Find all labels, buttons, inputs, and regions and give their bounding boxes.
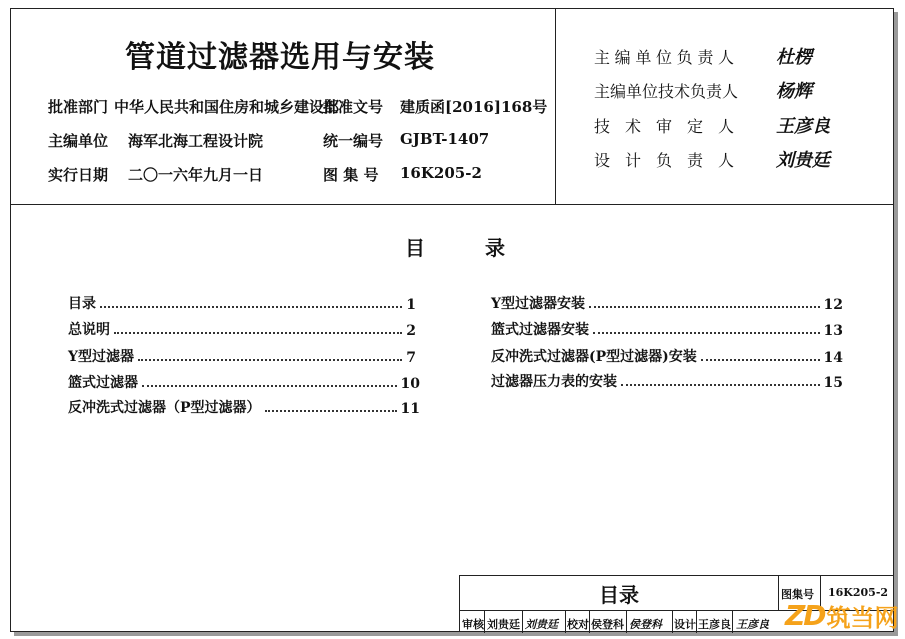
- title-block-divider: [672, 610, 673, 633]
- effective-date-value: 二〇一六年九月一日: [128, 166, 264, 184]
- review-label: 审核: [462, 618, 484, 631]
- title-block-divider: [778, 576, 779, 610]
- toc-entry[interactable]: [491, 293, 843, 313]
- toc-heading: [405, 232, 505, 261]
- design-head-signature: 刘贵廷: [776, 150, 830, 171]
- check-signature: 侯登科: [629, 618, 662, 631]
- toc-entry-text: 目录: [68, 296, 96, 312]
- check-label: 校对: [567, 618, 589, 631]
- watermark-text: 筑当网: [826, 604, 899, 632]
- chief-tech-head-signature: 杨辉: [776, 81, 812, 102]
- atlas-number-cell-value: 16K205-2: [828, 586, 889, 599]
- toc-leader: [701, 359, 820, 361]
- toc-entry-page: 1: [406, 297, 416, 313]
- title-block-divider: [522, 610, 523, 633]
- chief-unit-head-signature: 杜楞: [776, 47, 812, 68]
- toc-entry[interactable]: [68, 346, 416, 366]
- toc-entry-text: Y型过滤器安装: [491, 296, 585, 312]
- approval-dept-label: 批准部门: [48, 98, 109, 116]
- chief-tech-head-label: 主编单位技术负责人: [594, 82, 739, 101]
- approval-dept-value: 中华人民共和国住房和城乡建设部: [114, 98, 340, 116]
- toc-entry[interactable]: [491, 371, 843, 391]
- toc-entry-text: 反冲洗式过滤器(P型过滤器)安装: [491, 349, 697, 365]
- title-block-divider: [565, 610, 566, 633]
- toc-entry-page: 12: [823, 297, 843, 313]
- toc-entry-page: 7: [406, 350, 416, 366]
- unified-number-value: GJBT-1407: [400, 130, 490, 148]
- approval-doc-label: 批准文号: [323, 98, 384, 116]
- editor-unit-label: 主编单位: [48, 132, 109, 150]
- site-watermark: [785, 598, 899, 633]
- toc-entry-text: 反冲洗式过滤器（P型过滤器）: [68, 400, 261, 416]
- toc-entry-text: 篮式过滤器安装: [491, 322, 589, 338]
- atlas-number-cell-label: 图集号: [781, 588, 814, 601]
- design-head-label: 设计负责人: [594, 151, 734, 170]
- atlas-number-value: 16K205-2: [400, 164, 482, 182]
- review-name: 刘贵廷: [487, 618, 520, 631]
- toc-entry-text: 过滤器压力表的安装: [491, 374, 617, 390]
- title-block-divider: [626, 610, 627, 633]
- title-block-divider: [732, 610, 733, 633]
- editor-unit-value: 海军北海工程设计院: [128, 132, 264, 150]
- toc-entry-page: 14: [823, 350, 843, 366]
- atlas-number-label: 图 集 号: [323, 166, 379, 184]
- design-name: 王彦良: [698, 618, 731, 631]
- toc-entry[interactable]: [491, 346, 843, 366]
- header-divider: [555, 8, 556, 205]
- effective-date-label: 实行日期: [48, 166, 109, 184]
- unified-number-label: 统一编号: [323, 132, 384, 150]
- toc-entry-page: 10: [400, 376, 420, 392]
- approval-doc-value: 建质函[2016]168号: [400, 98, 548, 116]
- toc-leader: [100, 306, 402, 308]
- toc-entry-page: 13: [823, 323, 843, 339]
- toc-leader: [589, 306, 820, 308]
- toc-heading-left: 目: [405, 236, 425, 260]
- toc-entry-page: 2: [406, 323, 416, 339]
- toc-entry-text: 篮式过滤器: [68, 375, 138, 391]
- toc-entry-text: 总说明: [68, 322, 110, 338]
- toc-heading-right: 录: [485, 236, 505, 260]
- toc-leader: [265, 410, 397, 412]
- toc-entry[interactable]: [68, 397, 420, 417]
- title-block-title: 目录: [599, 582, 639, 607]
- toc-entry[interactable]: [68, 319, 416, 339]
- toc-entry[interactable]: [68, 372, 420, 392]
- design-label: 设计: [674, 618, 696, 631]
- check-name: 侯登科: [591, 618, 624, 631]
- toc-leader: [142, 385, 397, 387]
- title-block-divider: [696, 610, 697, 633]
- chief-unit-head-label: 主编单位负责人: [594, 48, 734, 67]
- toc-leader: [621, 384, 820, 386]
- technical-reviewer-label: 技术审定人: [594, 117, 734, 136]
- header-bottom-rule: [10, 204, 894, 205]
- toc-entry-text: Y型过滤器: [68, 349, 134, 365]
- title-block-divider: [589, 610, 590, 633]
- title-block-divider: [484, 610, 485, 633]
- toc-leader: [593, 332, 820, 334]
- toc-entry[interactable]: [68, 293, 416, 313]
- toc-entry-page: 15: [823, 375, 843, 391]
- toc-entry-page: 11: [400, 401, 420, 417]
- toc-entry[interactable]: [491, 319, 843, 339]
- design-signature: 王彦良: [736, 618, 769, 631]
- watermark-logo: ZD: [785, 599, 825, 632]
- page-shadow-bottom: [14, 632, 898, 636]
- toc-leader: [114, 332, 402, 334]
- document-title: 管道过滤器选用与安装: [125, 40, 435, 75]
- page-shadow-right: [894, 12, 898, 634]
- review-signature: 刘贵廷: [525, 618, 558, 631]
- technical-reviewer-signature: 王彦良: [776, 116, 830, 137]
- toc-leader: [138, 359, 402, 361]
